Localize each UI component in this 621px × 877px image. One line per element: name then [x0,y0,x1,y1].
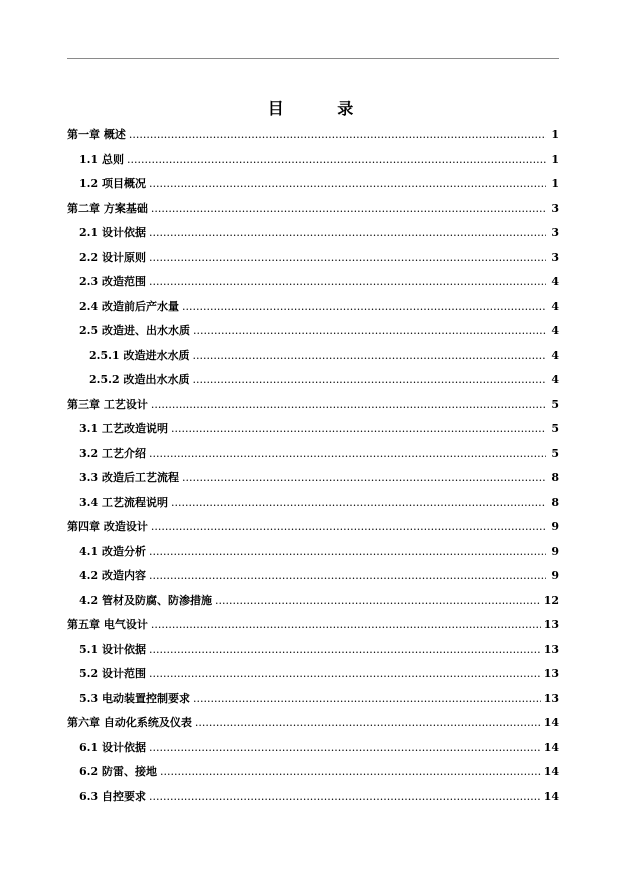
toc-entry-label: 2.5 改造进、出水水质 [79,324,190,337]
header-rule [67,58,559,59]
toc-leader-dots [151,618,541,631]
toc-entry-page: 4 [551,373,559,386]
toc-entry[interactable] [67,151,559,176]
toc-entry-page: 13 [543,667,559,680]
toc-entry[interactable] [67,494,559,519]
toc-entry[interactable] [67,175,559,200]
toc-entry-page: 4 [551,348,559,362]
toc-entry-label: 3.4 工艺流程说明 [79,495,168,509]
toc-entry-page: 4 [551,299,559,313]
toc-leader-dots [129,128,546,141]
toc-entry-label: 1.2 项目概况 [79,177,146,190]
toc-leader-dots [149,643,541,656]
toc-leader-dots [149,251,546,264]
toc-leader-dots [182,471,546,484]
toc-entry[interactable] [67,273,559,298]
toc-entry-label: 第六章 自动化系统及仪表 [67,716,192,729]
toc-entry-label: 4.2 管材及防腐、防渗措施 [79,593,212,607]
toc-leader-dots [151,520,546,533]
toc-entry[interactable] [67,249,559,274]
toc-leader-dots [192,349,546,362]
page-title: 目 录 [267,99,378,118]
toc-entry[interactable] [67,616,559,641]
toc-entry-label: 5.3 电动装置控制要求 [79,691,190,705]
toc-entry-page: 8 [551,471,559,484]
toc-entry-label: 6.2 防雷、接地 [79,765,157,778]
toc-entry-page: 4 [551,275,559,288]
toc-leader-dots [193,692,541,705]
toc-entry-label: 2.1 设计依据 [79,226,146,239]
toc-entry-label: 6.1 设计依据 [79,740,146,754]
toc-entry[interactable] [67,739,559,764]
toc-entry[interactable] [67,714,559,739]
toc-leader-dots [149,569,546,582]
toc-entry[interactable] [67,322,559,347]
toc-leader-dots [192,373,546,386]
toc-leader-dots [171,422,546,435]
toc-entry-label: 4.2 改造内容 [79,569,146,582]
toc-entry[interactable] [67,641,559,666]
toc-leader-dots [149,667,541,680]
toc-entry-page: 14 [543,765,559,778]
toc-entry[interactable] [67,567,559,592]
toc-entry-page: 1 [551,152,559,166]
toc-entry-label: 3.1 工艺改造说明 [79,422,168,435]
toc-entry-page: 5 [551,446,559,460]
toc-leader-dots [149,447,546,460]
toc-entry[interactable] [67,200,559,225]
toc-entry-label: 2.5.1 改造进水水质 [89,348,190,362]
toc-entry[interactable] [67,347,559,372]
toc-entry[interactable] [67,690,559,715]
toc-entry-page: 12 [543,593,559,607]
toc-entry-label: 3.3 改造后工艺流程 [79,471,179,484]
toc-entry[interactable] [67,543,559,568]
toc-leader-dots [215,594,541,607]
toc-entry-label: 5.2 设计范围 [79,667,146,680]
toc-entry[interactable] [67,420,559,445]
toc-leader-dots [160,765,541,778]
toc-entry-label: 2.5.2 改造出水水质 [89,373,190,386]
toc-leader-dots [182,300,546,313]
toc-entry-page: 9 [551,569,559,582]
toc-entry-label: 第五章 电气设计 [67,618,148,631]
toc-entry[interactable] [67,126,559,151]
toc-entry[interactable] [67,396,559,421]
toc-entry-label: 3.2 工艺介绍 [79,446,146,460]
toc-entry-page: 9 [551,544,559,558]
toc-entry[interactable] [67,224,559,249]
toc-leader-dots [149,545,546,558]
toc-entry-label: 第二章 方案基础 [67,201,148,215]
toc-entry[interactable] [67,469,559,494]
toc-entry-page: 4 [551,324,559,337]
toc-entry-page: 5 [551,422,559,435]
toc-leader-dots [195,716,541,729]
toc-entry-page: 9 [551,520,559,533]
toc-entry-page: 3 [551,201,559,215]
toc-entry[interactable] [67,518,559,543]
toc-entry-page: 1 [551,128,559,141]
toc-entry-page: 13 [543,642,559,656]
toc-entry-page: 13 [543,618,559,631]
toc-entry-label: 6.3 自控要求 [79,789,146,803]
toc-leader-dots [149,226,546,239]
toc-leader-dots [151,202,546,215]
toc-leader-dots [149,275,546,288]
toc-entry[interactable] [67,763,559,788]
toc-entry-page: 3 [551,250,559,264]
toc-entry[interactable] [67,445,559,470]
toc-leader-dots [151,398,546,411]
toc-entry[interactable] [67,371,559,396]
toc-entry-label: 2.2 设计原则 [79,250,146,264]
toc-entry-label: 4.1 改造分析 [79,544,146,558]
toc-entry-label: 1.1 总则 [79,152,124,166]
toc-leader-dots [149,177,546,190]
table-of-contents [67,126,559,812]
toc-entry[interactable] [67,665,559,690]
toc-entry-label: 第四章 改造设计 [67,520,148,533]
toc-entry-page: 1 [551,177,559,190]
toc-entry-page: 13 [543,691,559,705]
toc-entry-page: 14 [543,740,559,754]
toc-leader-dots [171,496,546,509]
toc-entry-label: 2.3 改造范围 [79,275,146,288]
toc-entry-page: 8 [551,495,559,509]
toc-leader-dots [149,790,541,803]
toc-entry-page: 14 [543,789,559,803]
toc-entry-label: 2.4 改造前后产水量 [79,299,179,313]
toc-entry-page: 3 [551,226,559,239]
toc-entry-label: 5.1 设计依据 [79,642,146,656]
toc-entry-label: 第三章 工艺设计 [67,397,148,411]
toc-entry-page: 14 [543,716,559,729]
toc-leader-dots [193,324,546,337]
toc-entry-page: 5 [551,397,559,411]
toc-leader-dots [149,741,541,754]
toc-entry[interactable] [67,298,559,323]
toc-entry[interactable] [67,592,559,617]
toc-leader-dots [127,153,546,166]
toc-entry[interactable] [67,788,559,813]
toc-entry-label: 第一章 概述 [67,128,126,141]
